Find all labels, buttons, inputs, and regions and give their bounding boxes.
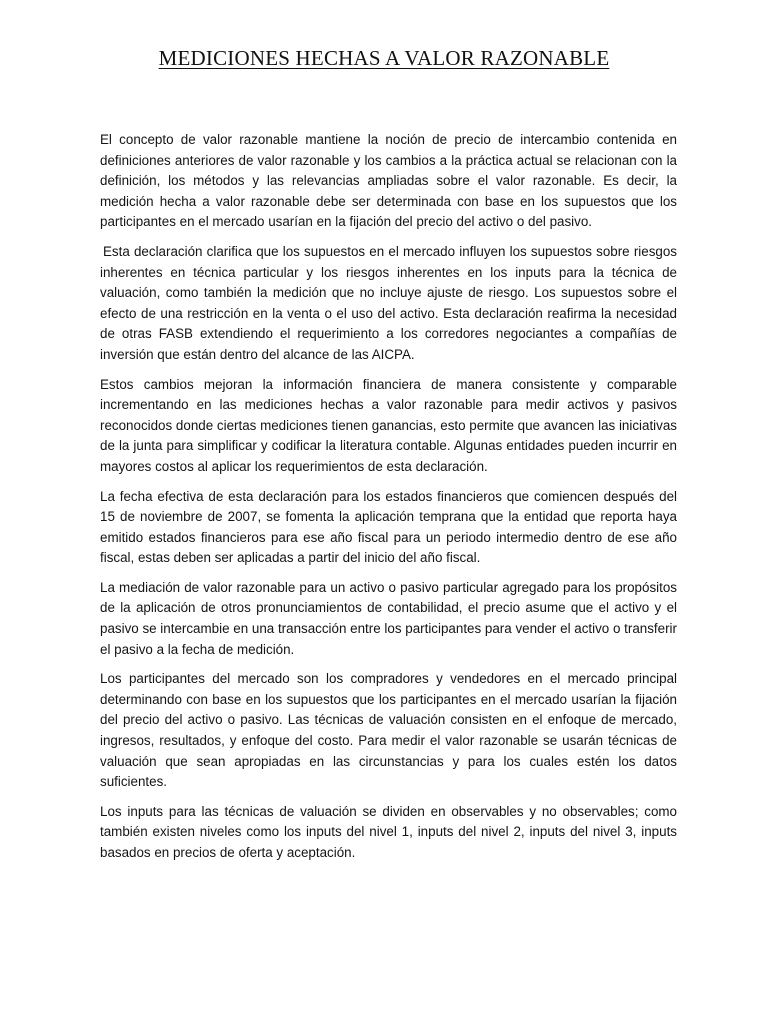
paragraph-2: Esta declaración clarifica que los supuestos en el mercado influyen los supuestos sobre riesgos inherentes en técnica particular y los riesgos inherentes en los inputs para la técnica de valuación, como también la medición que no incluye ajuste de riesgo. Los supuestos sobre el efecto de una restricción en la venta o el uso del activo. Esta declaración reafirma la necesidad de otras FASB extendiendo el requerimiento a los corredores negociantes a compañías de inversión que están dentro del alcance de las AICPA.	[100, 243, 677, 362]
document-title: MEDICIONES HECHAS A VALOR RAZONABLE	[158, 46, 610, 70]
paragraph-3: Estos cambios mejoran la información financiera de manera consistente y comparable incrementando en las mediciones hechas a valor razonable para medir activos y pasivos reconocidos donde ciertas mediciones tienen ganancias, esto permite que avancen las iniciativas de la junta para simplificar y codificar la literatura contable. Algunas entidades pueden incurrir en mayores costos al aplicar los requerimientos de esta declaración.	[100, 376, 677, 474]
paragraph-4: La fecha efectiva de esta declaración para los estados financieros que comiencen después del 15 de noviembre de 2007, se fomenta la aplicación temprana que la entidad que reporta haya emitido estados financieros para ese año fiscal para un periodo intermedio dentro de ese año fiscal, estas deben ser aplicadas a partir del inicio del año fiscal.	[100, 488, 677, 566]
paragraph-1: El concepto de valor razonable mantiene la noción de precio de intercambio contenida en definiciones anteriores de valor razonable y los cambios a la práctica actual se relacionan con la definición, los métodos y las relevancias ampliadas sobre el valor razonable. Es decir, la medición hecha a valor razonable debe ser determinada con base en los supuestos que los participantes en el mercado usarían en la fijación del precio del activo o del pasivo.	[100, 132, 677, 230]
paragraph-7: Los inputs para las técnicas de valuación se dividen en observables y no observables; como también existen niveles como los inputs del nivel 1, inputs del nivel 2, inputs del nivel 3, inputs basados en precios de oferta y aceptación.	[100, 803, 677, 860]
paragraph-6: Los participantes del mercado son los compradores y vendedores en el mercado principal determinando con base en los supuestos que los participantes en el mercado usarían la fijación del precio del activo o pasivo. Las técnicas de valuación consisten en el enfoque de mercado, ingresos, resultados, y enfoque del costo. Para medir el valor razonable se usarán técnicas de valuación que sean apropiadas en las circunstancias y para los cuales estén los datos suficientes.	[100, 671, 677, 790]
document-body	[100, 130, 677, 873]
paragraph-5: La mediación de valor razonable para un activo o pasivo particular agregado para los propósitos de la aplicación de otros pronunciamientos de contabilidad, el precio asume que el activo y el pasivo se intercambie en una transacción entre los participantes para vender el activo o transferir el pasivo a la fecha de medición.	[100, 579, 677, 657]
